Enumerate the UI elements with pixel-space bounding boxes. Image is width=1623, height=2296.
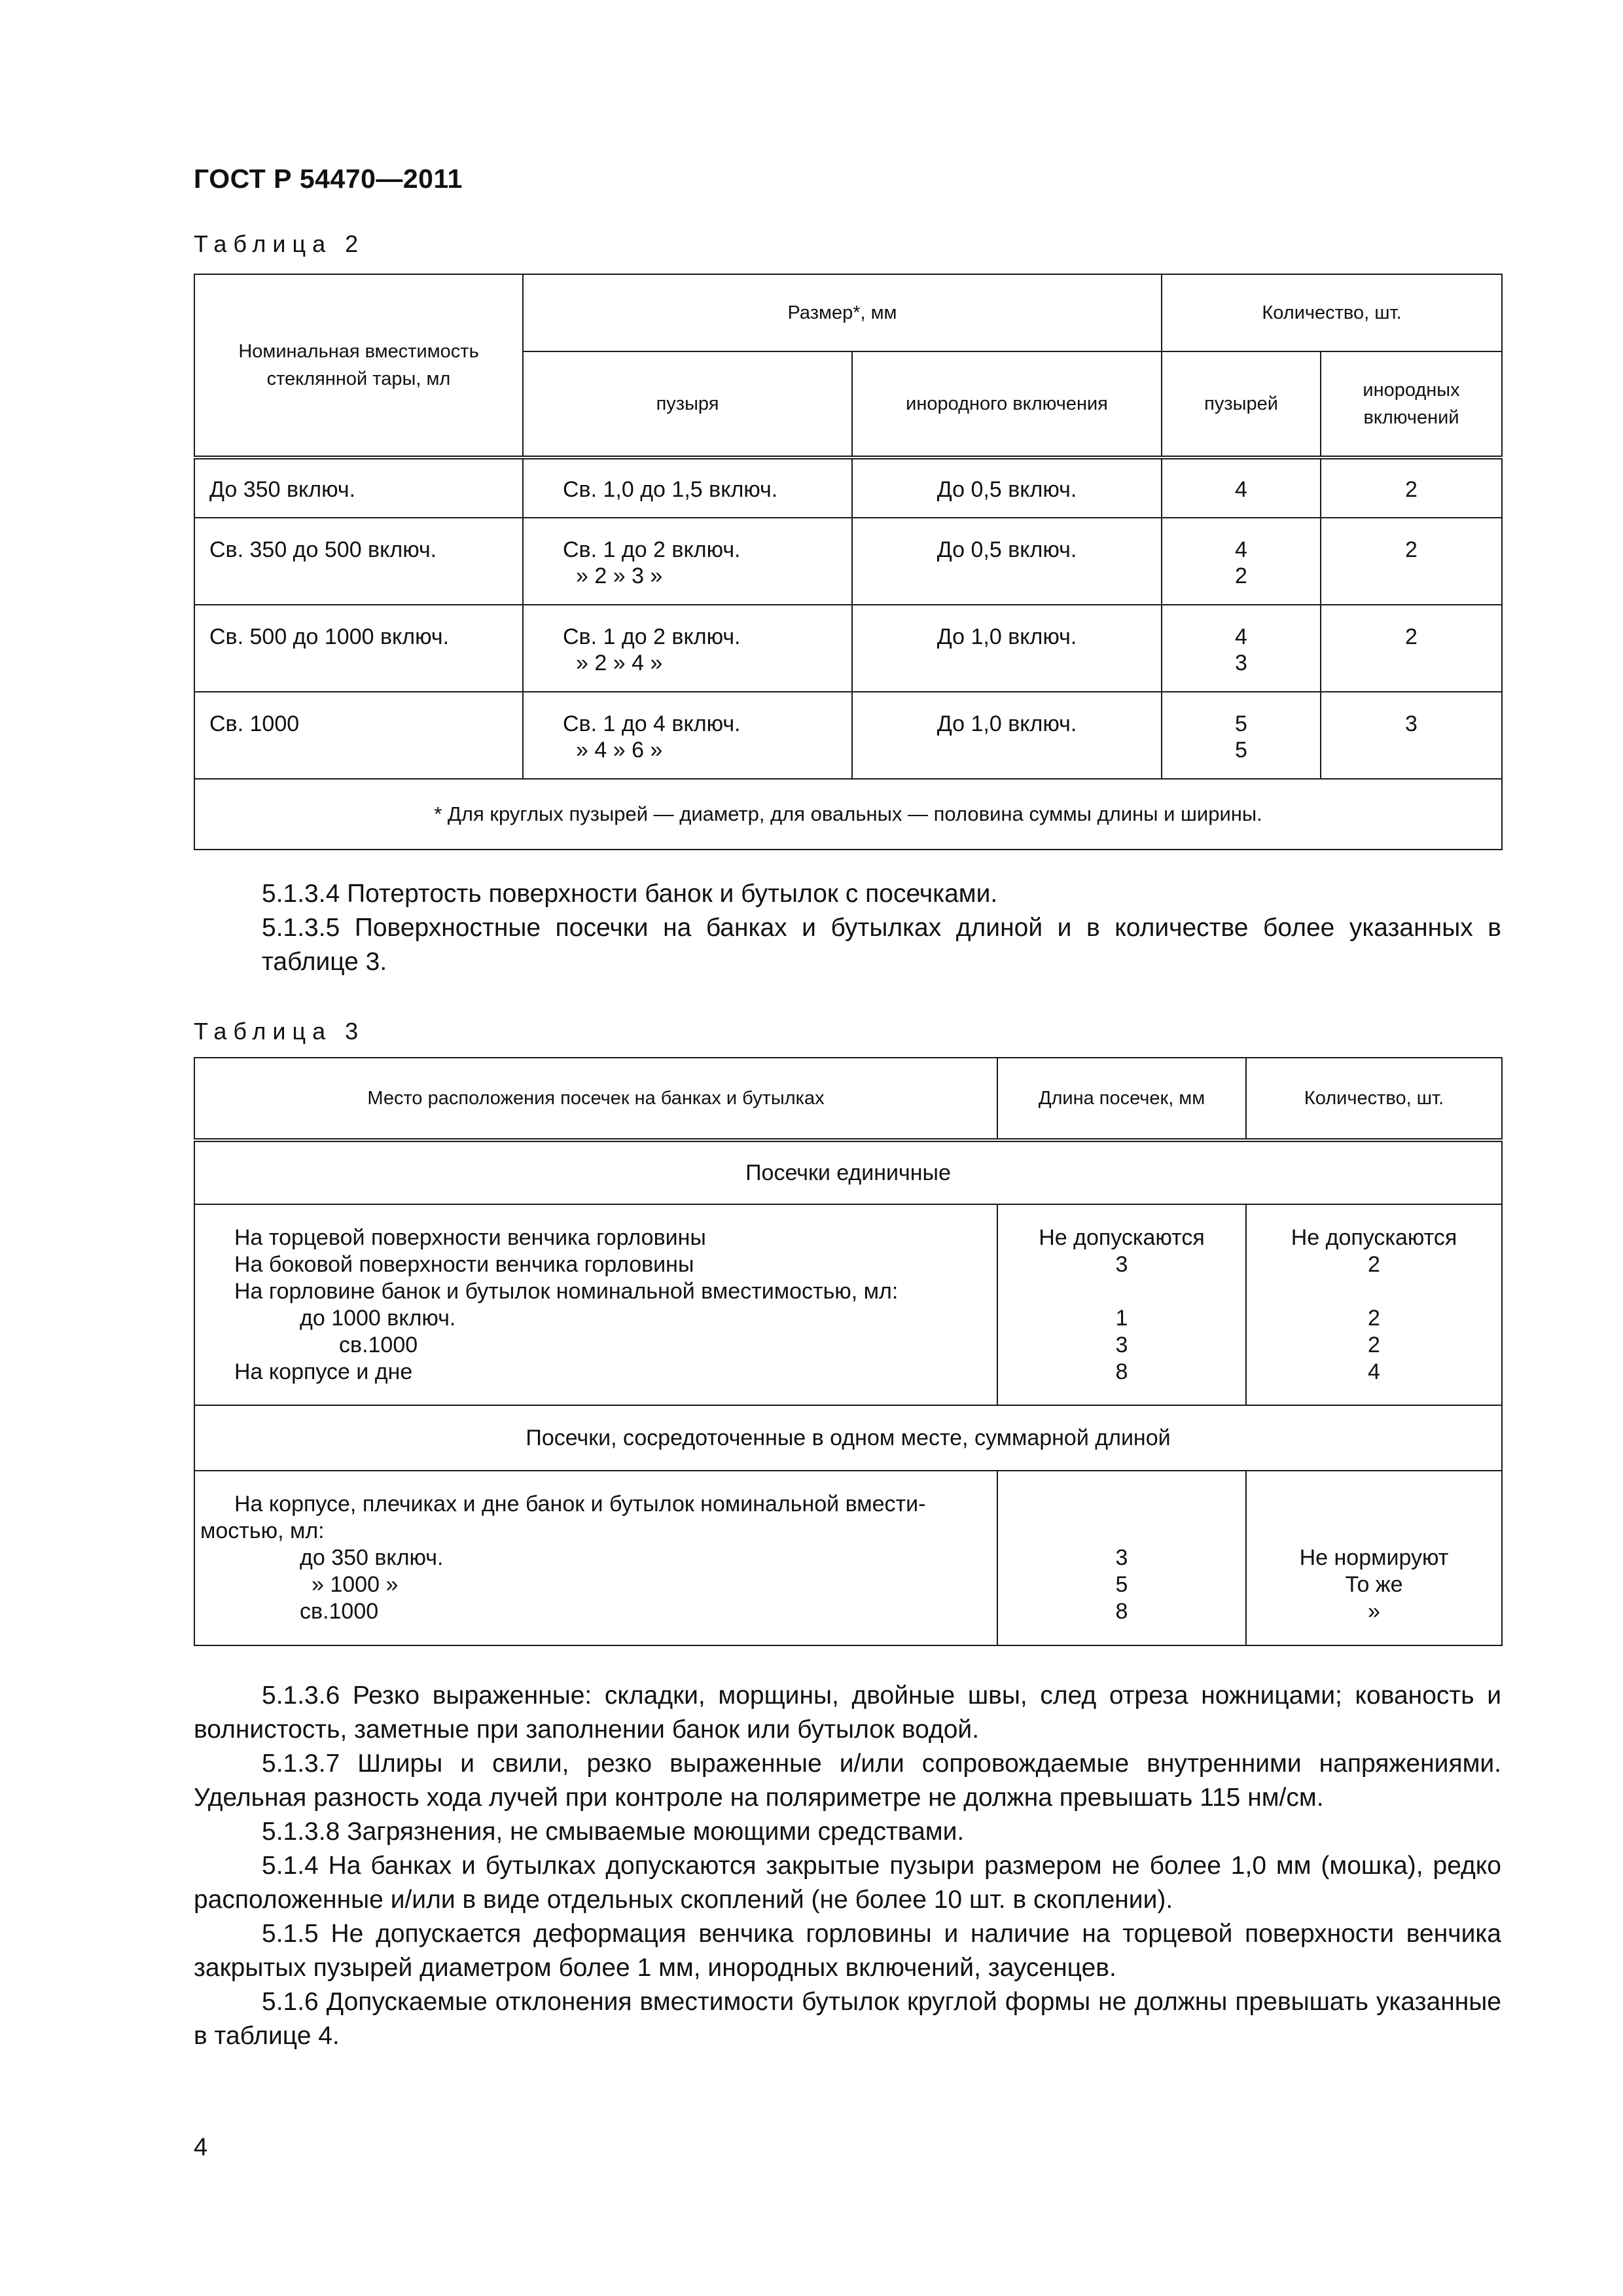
paragraph-5134: 5.1.3.4 Потертость поверхности банок и бутылок с посечками.	[262, 880, 998, 908]
t2-bubble-qty	[1162, 692, 1321, 779]
t3-header-qty: Количество, шт.	[1246, 1058, 1502, 1140]
t3-s2-loc: до 350 включ.	[300, 1545, 444, 1570]
t3-header-location: Место расположения посечек на банках и бутылках	[194, 1058, 997, 1140]
t3-s1-len: 3	[1115, 1252, 1128, 1277]
t3-s1-qty: Не допускаются	[1291, 1225, 1457, 1250]
t2-bubble-size-line2: » 4 » 6 »	[576, 738, 663, 762]
paragraph-514: 5.1.4 На банках и бутылках допускаются закрытые пузыри размером не более 1,0 мм (мошка), редко расположенные и/или в виде отдельных скоплений (не более 10 шт. в скоплении).	[194, 1852, 1501, 1914]
t3-s1-loc: На корпусе и дне	[234, 1359, 413, 1384]
t3-s1-locations	[194, 1204, 997, 1405]
t2-bubble-qty-line2: 3	[1235, 651, 1247, 675]
t2-bubble-size	[523, 692, 852, 779]
table3-caption: Таблица 3	[194, 1018, 365, 1045]
t2-bubble-qty-line1: 4	[1235, 477, 1247, 502]
t2-bubble-qty-line1: 5	[1235, 711, 1247, 736]
t3-s2-loc: мостью, мл:	[200, 1518, 325, 1543]
t2-bubble-qty-line1: 4	[1235, 624, 1247, 649]
document-code: ГОСТ Р 54470—2011	[194, 164, 463, 194]
t2-bubble-size	[523, 457, 852, 518]
paragraph-516: 5.1.6 Допускаемые отклонения вместимости бутылок круглой формы не должны превышать указанные в таблице 4.	[194, 1988, 1501, 2050]
t3-header-length: Длина посечек, мм	[997, 1058, 1246, 1140]
t2-header-size-group: Размер*, мм	[523, 274, 1162, 351]
paragraph-5137: 5.1.3.7 Шлиры и свили, резко выраженные и/или сопровождаемые внутренними напряжениями. Удельная разность хода лучей при контроле на поляриметре не должна превышать 115 нм/см.	[194, 1749, 1501, 1812]
t2-capacity: Св. 500 до 1000 включ.	[194, 605, 523, 692]
page-number: 4	[194, 2134, 208, 2161]
t3-s2-loc: » 1000 »	[312, 1572, 399, 1597]
t2-header-capacity	[194, 274, 523, 457]
t3-s1-loc: На горловине банок и бутылок номинальной вместимостью, мл:	[234, 1279, 899, 1304]
mid-paragraphs	[194, 877, 1501, 979]
t2-header-inclusion-size: инородного включения	[852, 351, 1162, 457]
t3-s1-len	[998, 1278, 1245, 1305]
t2-bubble-size-line2: » 2 » 3 »	[576, 564, 663, 588]
t2-inclusion-size: До 1,0 включ.	[852, 692, 1162, 779]
t2-inclusion-size: До 0,5 включ.	[852, 457, 1162, 518]
paragraph-5135: 5.1.3.5 Поверхностные посечки на банках и бутылках длиной и в количестве более указанных в таблице 3.	[262, 914, 1501, 976]
table-2	[194, 274, 1503, 850]
t2-inclusion-qty: 2	[1321, 457, 1502, 518]
paragraph-5136: 5.1.3.6 Резко выраженные: складки, морщины, двойные швы, след отреза ножницами; кованость и волнистость, заметные при заполнении банок или бутылок водой.	[194, 1681, 1501, 1744]
t3-s1-len: 1	[1115, 1306, 1128, 1331]
table-row	[194, 518, 1502, 605]
table-row	[194, 692, 1502, 779]
table-3	[194, 1057, 1503, 1646]
table-row	[194, 457, 1502, 518]
t2-bubble-size-line1: Св. 1 до 2 включ.	[563, 537, 741, 562]
t2-header-inclusion-qty-line2: включений	[1363, 407, 1459, 428]
t2-capacity: До 350 включ.	[194, 457, 523, 518]
t2-header-capacity-text: Номинальная вместимость стеклянной тары, мл	[238, 341, 479, 389]
t2-bubble-qty-line1: 4	[1235, 537, 1247, 562]
t3-s1-loc: до 1000 включ.	[300, 1306, 456, 1331]
bottom-paragraphs	[194, 1679, 1501, 2053]
t2-bubble-qty	[1162, 518, 1321, 605]
t3-s2-qty: »	[1368, 1599, 1380, 1624]
t3-s2-loc: св.1000	[300, 1599, 379, 1624]
t3-s1-len: 8	[1115, 1359, 1128, 1384]
t2-bubble-qty-line2: 2	[1235, 564, 1247, 588]
t2-bubble-size	[523, 605, 852, 692]
t2-inclusion-size: До 1,0 включ.	[852, 605, 1162, 692]
t2-capacity: Св. 350 до 500 включ.	[194, 518, 523, 605]
t3-s1-qtys	[1246, 1204, 1502, 1405]
t2-inclusion-qty: 2	[1321, 605, 1502, 692]
t2-header-qty-group: Количество, шт.	[1162, 274, 1502, 351]
t3-s2-loc: На корпусе, плечиках и дне банок и бутылок номинальной вмести-	[234, 1492, 926, 1516]
t3-s2-qty: Не нормируют	[1299, 1545, 1449, 1570]
t2-bubble-size-line1: Св. 1,0 до 1,5 включ.	[563, 477, 778, 502]
paragraph-5138: 5.1.3.8 Загрязнения, не смываемые моющими средствами.	[262, 1818, 965, 1846]
t3-s1-qty	[1247, 1278, 1501, 1305]
t3-section-single: Посечки единичные	[194, 1140, 1502, 1204]
table2-caption: Таблица 2	[194, 230, 365, 257]
t3-s1-lengths	[997, 1204, 1246, 1405]
t3-s2-len: 5	[1115, 1572, 1128, 1597]
t2-footnote: * Для круглых пузырей — диаметр, для овальных — половина суммы длины и ширины.	[194, 779, 1502, 850]
t3-s1-qty: 2	[1368, 1333, 1380, 1357]
t3-s2-qtys	[1246, 1471, 1502, 1645]
t2-inclusion-qty: 2	[1321, 518, 1502, 605]
table-row	[194, 1471, 1502, 1645]
t2-bubble-qty	[1162, 457, 1321, 518]
table-row	[194, 605, 1502, 692]
t2-bubble-size-line2: » 2 » 4 »	[576, 651, 663, 675]
t2-inclusion-qty: 3	[1321, 692, 1502, 779]
t2-inclusion-size: До 0,5 включ.	[852, 518, 1162, 605]
t2-bubble-size	[523, 518, 852, 605]
t3-section-concentrated: Посечки, сосредоточенные в одном месте, суммарной длиной	[194, 1405, 1502, 1471]
t2-bubble-qty-line2: 5	[1235, 738, 1247, 762]
paragraph-515: 5.1.5 Не допускается деформация венчика горловины и наличие на торцевой поверхности венчика закрытых пузырей диаметром более 1 мм, инородных включений, заусенцев.	[194, 1920, 1501, 1982]
t3-s1-qty: 2	[1368, 1306, 1380, 1331]
t2-bubble-qty	[1162, 605, 1321, 692]
t3-s1-loc: св.1000	[339, 1333, 418, 1357]
t3-s2-len: 3	[1115, 1545, 1128, 1570]
t3-s2-len: 8	[1115, 1599, 1128, 1624]
t3-s2-qty: То же	[1345, 1572, 1403, 1597]
t3-s1-loc: На боковой поверхности венчика горловины	[234, 1252, 694, 1277]
t3-s1-qty: 4	[1368, 1359, 1380, 1384]
t2-bubble-size-line1: Св. 1 до 2 включ.	[563, 624, 741, 649]
t2-capacity: Св. 1000	[194, 692, 523, 779]
t3-s1-len: Не допускаются	[1039, 1225, 1205, 1250]
t2-header-bubble-qty: пузырей	[1162, 351, 1321, 457]
t2-header-inclusion-qty-line1: инородных	[1363, 380, 1460, 401]
t3-s2-lengths	[997, 1471, 1246, 1645]
t2-bubble-size-line1: Св. 1 до 4 включ.	[563, 711, 741, 736]
t2-header-inclusion-qty	[1321, 351, 1502, 457]
t3-s1-loc: На торцевой поверхности венчика горловины	[234, 1225, 706, 1250]
t2-header-bubble-size: пузыря	[523, 351, 852, 457]
t3-s2-locations	[194, 1471, 997, 1645]
t3-s1-len: 3	[1115, 1333, 1128, 1357]
t3-s1-qty: 2	[1368, 1252, 1380, 1277]
table-row	[194, 1204, 1502, 1405]
